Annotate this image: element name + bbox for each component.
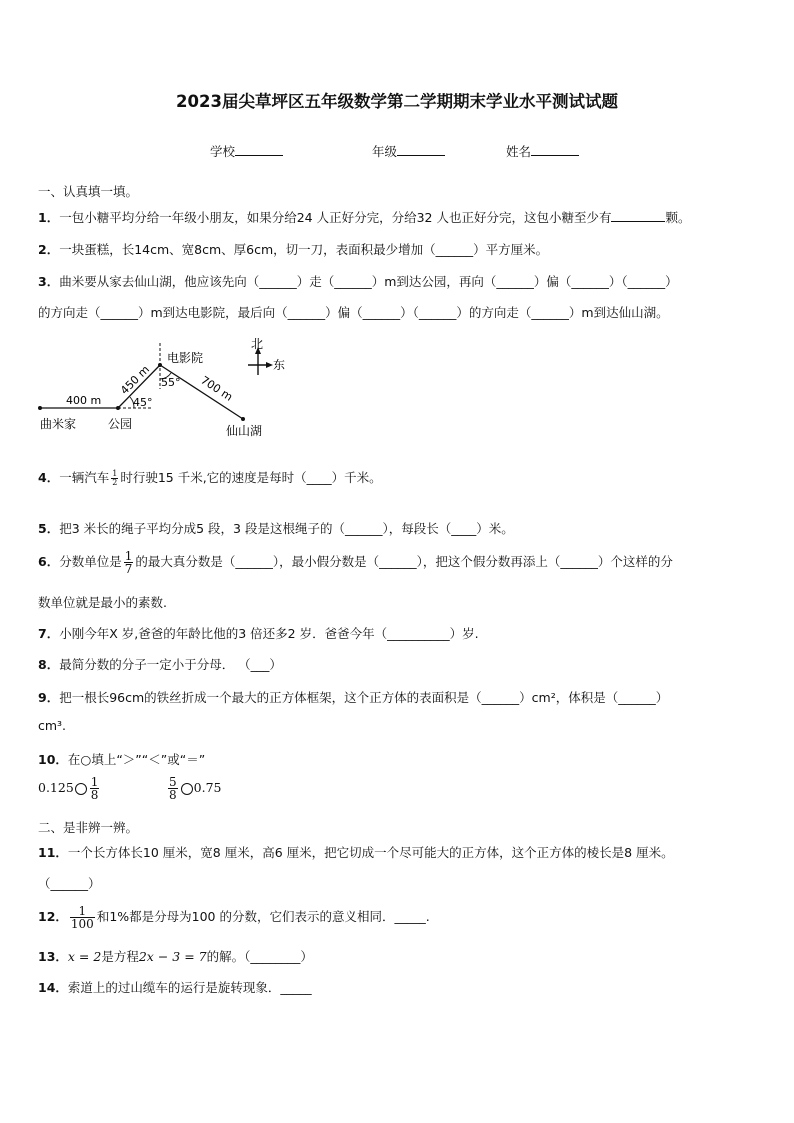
- question-text-rest: 时行驶15 千米,它的速度是每时（____）千米。: [120, 470, 382, 485]
- question-text: 一个长方体长10 厘米，宽8 厘米，高6 厘米，把它切成一个尽可能大的正方体，这个正方体的棱长是8 厘米。: [67, 845, 674, 860]
- question-text: 是方程: [101, 949, 139, 964]
- park-label: 公园: [108, 417, 133, 431]
- school-field[interactable]: [210, 142, 283, 160]
- question-tail: 颗。: [665, 210, 691, 225]
- question-text: 和1%都是分母为100 的分数，它们表示的意义相同．_____.: [96, 909, 430, 924]
- fraction: $\frac{5}{8}$: [169, 775, 177, 802]
- question-number: 8．: [38, 657, 60, 672]
- question-11-line-2: （______）: [38, 876, 101, 891]
- name-label: 姓名: [506, 144, 532, 159]
- fraction: $\frac{1}{100}$: [70, 904, 94, 931]
- question-number: 4．: [38, 470, 60, 485]
- fraction: $\frac{1}{7}$: [124, 549, 133, 576]
- decimal-value: 0.125: [38, 780, 74, 795]
- fraction: $\frac{1}{8}$: [90, 775, 99, 802]
- section-one-heading: 一、认真填一填。: [38, 184, 139, 199]
- question-text: 一包小糖平均分给一年级小朋友，如果分给24 人正好分完，分给32 人也正好分完，这包小糖至少有: [59, 210, 612, 225]
- question-7: [38, 624, 479, 642]
- compare-item-1: [38, 776, 101, 801]
- question-number: 5．: [38, 521, 60, 536]
- question-text: 在○填上“＞”“＜”或“＝”: [67, 752, 206, 767]
- question-9-line-2: cm³.: [38, 718, 67, 733]
- question-number: 14．: [38, 980, 68, 995]
- compare-circle[interactable]: [75, 783, 87, 795]
- question-5: [38, 519, 514, 537]
- route-map: [30, 335, 300, 445]
- equation-solution: x = 2: [67, 949, 102, 964]
- question-14: [38, 978, 312, 996]
- question-3-line-1: [38, 272, 678, 290]
- fraction: $\frac{1}{2}$: [112, 469, 118, 487]
- question-text: 一辆汽车: [59, 470, 110, 485]
- question-13: [38, 947, 313, 965]
- question-number: 7．: [38, 626, 60, 641]
- name-field[interactable]: [506, 142, 579, 160]
- question-text: 分数单位是: [59, 554, 122, 569]
- equation: 2x − 3 = 7: [138, 949, 207, 964]
- question-text: 一块蛋糕，长14cm、宽8cm、厚6cm，切一刀，表面积最少增加（______）平方厘米。: [59, 242, 549, 257]
- compare-circle[interactable]: [181, 783, 193, 795]
- question-1: [38, 208, 690, 226]
- page-title: 2023届尖草坪区五年级数学第二学期期末学业水平测试试题: [176, 92, 618, 111]
- lake-label: 仙山湖: [226, 424, 263, 438]
- question-12: [38, 905, 430, 930]
- section-two-heading: 二、是非辨一辨。: [38, 820, 139, 835]
- park-point: [116, 406, 120, 410]
- north-label: 北: [251, 337, 264, 351]
- cinema-label: 电影院: [167, 351, 204, 365]
- home-point: [38, 406, 42, 410]
- question-3-line-2: 的方向走（______）m到达电影院，最后向（______）偏（______）（______）的方向走（______）m到达仙山湖。: [38, 305, 669, 320]
- question-text: 把一根长96cm的铁丝折成一个最大的正方体框架，这个正方体的表面积是（______）cm²，体积是（______）: [59, 690, 669, 705]
- question-6-line-2: 数单位就是最小的素数.: [38, 595, 167, 610]
- answer-blank[interactable]: [611, 209, 665, 222]
- grade-field[interactable]: [372, 142, 445, 160]
- question-text: 小刚今年X 岁,爸爸的年龄比他的3 倍还多2 岁．爸爸今年（__________）岁.: [59, 626, 479, 641]
- question-number: 3．: [38, 274, 60, 289]
- question-6: [38, 550, 673, 575]
- question-number: 9．: [38, 690, 60, 705]
- question-text: 把3 米长的绳子平均分成5 段，3 段是这根绳子的（______），每段长（____）米。: [59, 521, 514, 536]
- angle-45-label: 45°: [133, 396, 153, 409]
- east-label: 东: [273, 358, 286, 372]
- question-text: 最简分数的分子一定小于分母． （___）: [59, 657, 282, 672]
- cinema-point: [158, 363, 162, 367]
- question-8: [38, 655, 282, 673]
- distance-450: 450 m: [117, 363, 153, 398]
- question-10: [38, 750, 205, 768]
- question-number: 13．: [38, 949, 68, 964]
- question-text: 索道上的过山缆车的运行是旋转现象．_____: [67, 980, 312, 995]
- compare-item-2: [166, 776, 221, 801]
- question-number: 6．: [38, 554, 60, 569]
- question-number: 10．: [38, 752, 68, 767]
- question-text: 曲米要从家去仙山湖，他应该先向（______）走（______）m到达公园，再向（______）偏（______）（______）: [59, 274, 678, 289]
- question-number: 1．: [38, 210, 60, 225]
- question-number: 11．: [38, 845, 68, 860]
- question-9: [38, 688, 668, 706]
- distance-400: 400 m: [66, 394, 102, 407]
- question-4: [38, 468, 382, 487]
- question-number: 2．: [38, 242, 60, 257]
- question-11: [38, 843, 674, 861]
- decimal-value: 0.75: [193, 780, 222, 795]
- compass: [248, 337, 285, 375]
- distance-700: 700 m: [198, 373, 235, 404]
- question-text-rest: 的最大真分数是（______），最小假分数是（______），把这个假分数再添上（______）个这样的分: [135, 554, 673, 569]
- grade-label: 年级: [372, 144, 398, 159]
- home-label: 曲米家: [40, 417, 77, 431]
- angle-55-label: 55°: [161, 376, 181, 389]
- question-2: [38, 240, 548, 258]
- question-number: 12．: [38, 909, 68, 924]
- school-label: 学校: [210, 144, 236, 159]
- question-text-rest: 的解。（________）: [206, 949, 313, 964]
- lake-point: [241, 417, 245, 421]
